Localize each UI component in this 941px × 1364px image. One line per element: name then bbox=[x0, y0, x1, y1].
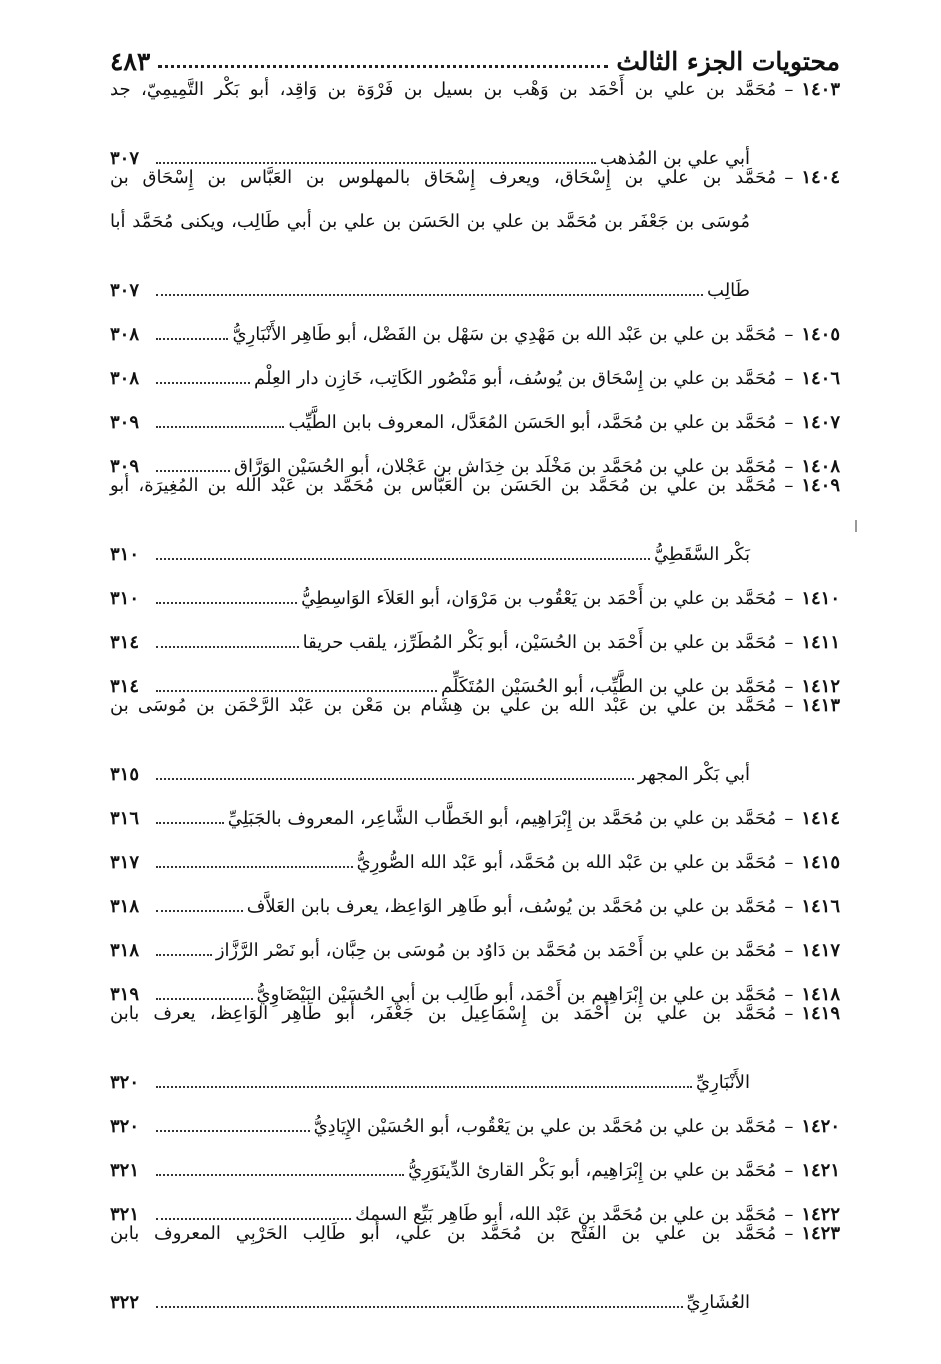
entry-number: ١٤١٦ bbox=[801, 896, 840, 917]
entry-title: مُحَمَّد بن علي بن أَحْمَد بن مُحَمَّد بن دَاوُد بن مُوسَى بن حِبَّان، أبو نَصْر الرَّزَّاز bbox=[215, 940, 777, 961]
entry-title: مُحَمَّد بن علي بن مُحَمَّد بن إِبْرَاهِيم، أبو الخَطَّاب الشَّاعِر، المعروف بالجَبَلِيِّ bbox=[227, 808, 777, 829]
toc-entry-line bbox=[110, 1004, 840, 1048]
page-number: ٤٨٣ bbox=[110, 47, 151, 76]
entry-title: مُوسَى بن جَعْفَر بن مُحَمَّد بن علي بن الحَسَن بن علي بن أبي طَالِب، ويكنى مُحَمَّد أبا bbox=[110, 211, 750, 232]
entry-dash: – bbox=[784, 896, 794, 917]
entry-page-number: ٣١٠ bbox=[110, 544, 140, 565]
entry-page-number: ٣٠٨ bbox=[110, 368, 140, 389]
toc-list bbox=[110, 80, 840, 1312]
toc-entry-line bbox=[110, 828, 840, 872]
toc-entry-line bbox=[110, 256, 840, 300]
margin-mark bbox=[855, 520, 857, 532]
leader-dots bbox=[156, 602, 297, 604]
toc-entry-line bbox=[110, 564, 840, 608]
toc-entry-line bbox=[110, 432, 840, 476]
leader-dots bbox=[156, 822, 224, 824]
entry-title: مُحَمَّد بن علي بن أَحْمَد بن الحُسَيْن، أبو بَكْر المُطَرِّز، يلقب حريقا bbox=[302, 632, 777, 653]
entry-number: ١٤١٣ bbox=[801, 695, 840, 716]
toc-entry-line bbox=[110, 1048, 840, 1092]
entry-title: مُحَمَّد بن علي بن أَحْمَد بن إِسْمَاعِيل بن جَعْفَر، أبو طَاهِر الوَاعِظ، يعرف بابن bbox=[110, 1003, 777, 1024]
entry-number: ١٤٠٦ bbox=[801, 368, 840, 389]
entry-page-number: ٣١٠ bbox=[110, 588, 140, 609]
toc-entry-line bbox=[110, 124, 840, 168]
entry-number: ١٤٢٣ bbox=[801, 1223, 840, 1244]
leader-dots bbox=[156, 294, 703, 296]
toc-entry-line bbox=[110, 740, 840, 784]
leader-dots bbox=[156, 998, 253, 1000]
entry-page-number: ٣٠٧ bbox=[110, 148, 140, 169]
entry-title: مُحَمَّد بن علي بن مُحَمَّد بن يُوسُف، أبو طَاهِر الوَاعِظ، يعرف بابن العَلاَّف bbox=[246, 896, 777, 917]
entry-title: مُحَمَّد بن علي بن مُحَمَّد، أبو الحَسَن المُعَدَّل، المعروف بابن الطَّيِّب bbox=[288, 412, 777, 433]
entry-dash: – bbox=[784, 1204, 794, 1225]
leader-dots bbox=[156, 954, 212, 956]
entry-number: ١٤٠٣ bbox=[801, 79, 840, 100]
toc-entry-line bbox=[110, 80, 840, 124]
toc-entry-line bbox=[110, 212, 840, 256]
entry-dash: – bbox=[784, 984, 794, 1005]
leader-dots bbox=[156, 690, 437, 692]
entry-title: طَالِب bbox=[707, 280, 750, 301]
entry-title: مُحَمَّد بن علي بن مُحَمَّد بن مَخْلَد بن خِدَاش بن عَجْلان، أبو الحُسَيْن الوَرَّاق bbox=[234, 456, 777, 477]
entry-title: مُحَمَّد بن علي بن الفَتْح بن مُحَمَّد بن علي، أبو طَالِب الحَرْبِي المعروف بابن bbox=[110, 1223, 777, 1244]
toc-entry-line bbox=[110, 608, 840, 652]
entry-title: مُحَمَّد بن علي بن عَبْد الله بن علي بن هِشَام بن مَعْن بن عَبْد الرَّحْمَن بن مُوسَى بن bbox=[110, 695, 777, 716]
entry-page-number: ٣٠٨ bbox=[110, 324, 140, 345]
entry-page-number: ٣٠٧ bbox=[110, 280, 140, 301]
toc-entry-line bbox=[110, 916, 840, 960]
entry-dash: – bbox=[784, 695, 794, 716]
entry-title: مُحَمَّد بن علي بن إِسْحَاق، ويعرف إِسْحَاق بالمهلوس بن العَبَّاس بن إِسْحَاق بن bbox=[110, 167, 777, 188]
entry-title: بَكْر السَّقَطِيُّ bbox=[653, 544, 750, 565]
entry-dash: – bbox=[784, 588, 794, 609]
header-leader-dots bbox=[158, 65, 608, 68]
toc-entry-line bbox=[110, 1092, 840, 1136]
leader-dots bbox=[156, 470, 230, 472]
leader-dots bbox=[156, 646, 299, 648]
entry-page-number: ٣٢٠ bbox=[110, 1116, 140, 1137]
running-title: محتويات الجزء الثالث bbox=[616, 47, 840, 76]
entry-dash: – bbox=[784, 1160, 794, 1181]
entry-page-number: ٣١٤ bbox=[110, 632, 140, 653]
entry-dash: – bbox=[784, 412, 794, 433]
leader-dots bbox=[156, 1130, 310, 1132]
entry-dash: – bbox=[784, 79, 794, 100]
toc-entry-line bbox=[110, 168, 840, 212]
entry-page-number: ٣٢٠ bbox=[110, 1072, 140, 1093]
entry-number: ١٤١٧ bbox=[801, 940, 840, 961]
entry-number: ١٤١٢ bbox=[801, 676, 840, 697]
entry-page-number: ٣١٤ bbox=[110, 676, 140, 697]
leader-dots bbox=[156, 1086, 692, 1088]
toc-entry-line bbox=[110, 388, 840, 432]
toc-entry-line bbox=[110, 1180, 840, 1224]
toc-entry-line bbox=[110, 696, 840, 740]
toc-entry-line bbox=[110, 872, 840, 916]
entry-number: ١٤١٤ bbox=[801, 808, 840, 829]
leader-dots bbox=[156, 910, 243, 912]
entry-title: مُحَمَّد بن علي بن مُحَمَّد بن عَبْد الله، أبو طَاهِر بَيِّع السمك bbox=[355, 1204, 777, 1225]
entry-title: العُشَارِيِّ bbox=[686, 1292, 750, 1313]
entry-title: مُحَمَّد بن علي بن مُحَمَّد بن الحَسَن بن العَبَّاس بن مُحَمَّد بن عَبْد الله بن المُغِيرَة، أبو bbox=[110, 475, 777, 496]
toc-entry-line bbox=[110, 1268, 840, 1312]
entry-title: مُحَمَّد بن علي بن إِسْحَاق بن يُوسُف، أبو مَنْصُور الكَاتِب، خَازِن دار العِلْم bbox=[254, 368, 777, 389]
toc-entry-line bbox=[110, 520, 840, 564]
entry-page-number: ٣١٧ bbox=[110, 852, 140, 873]
entry-page-number: ٣١٥ bbox=[110, 764, 140, 785]
entry-dash: – bbox=[784, 456, 794, 477]
leader-dots bbox=[156, 426, 284, 428]
entry-title: أبي علي بن المُذهب bbox=[599, 148, 750, 169]
entry-number: ١٤٢٢ bbox=[801, 1204, 840, 1225]
entry-dash: – bbox=[784, 1223, 794, 1244]
entry-number: ١٤٠٨ bbox=[801, 456, 840, 477]
entry-page-number: ٣٠٩ bbox=[110, 456, 140, 477]
entry-number: ١٤١٠ bbox=[801, 588, 840, 609]
entry-dash: – bbox=[784, 324, 794, 345]
entry-number: ١٤٢١ bbox=[801, 1160, 840, 1181]
entry-title: مُحَمَّد بن علي بن أَحْمَد بن وَهْب بن بسيل بن فَرْوَة بن وَاقِد، أبو بَكْر التَّمِيمِيّ، جد bbox=[110, 79, 777, 100]
entry-page-number: ٣١٨ bbox=[110, 940, 140, 961]
toc-entry-line bbox=[110, 344, 840, 388]
entry-number: ١٤١١ bbox=[801, 632, 840, 653]
entry-title: الأَنْبَارِيِّ bbox=[696, 1072, 750, 1093]
entry-page-number: ٣١٩ bbox=[110, 984, 140, 1005]
entry-title: مُحَمَّد بن علي بن عَبْد الله بن مَهْدِي بن سَهْل بن الفَضْل، أبو طَاهِر الأَنْبَارِيُّ bbox=[232, 324, 777, 345]
leader-dots bbox=[156, 1306, 683, 1308]
entry-dash: – bbox=[784, 1003, 794, 1024]
entry-number: ١٤٠٩ bbox=[801, 475, 840, 496]
entry-title: مُحَمَّد بن علي بن الطَّيِّب، أبو الحُسَيْن المُتَكَلِّم bbox=[441, 676, 777, 697]
entry-title: مُحَمَّد بن علي بن أَحْمَد بن يَعْقُوب بن مَرْوَان، أبو العَلاَء الوَاسِطِيُّ bbox=[301, 588, 777, 609]
entry-number: ١٤١٨ bbox=[801, 984, 840, 1005]
toc-entry-line bbox=[110, 1136, 840, 1180]
leader-dots bbox=[156, 338, 228, 340]
leader-dots bbox=[156, 778, 634, 780]
entry-number: ١٤١٩ bbox=[801, 1003, 840, 1024]
entry-title: مُحَمَّد بن علي بن مُحَمَّد بن علي بن يَعْقُوب، أبو الحُسَيْن الإِيَادِيُّ bbox=[313, 1116, 777, 1137]
entry-title: مُحَمَّد بن علي بن إِبْرَاهِيم، أبو بَكْر القارئ الدِّينَوَرِيُّ bbox=[408, 1160, 777, 1181]
toc-entry-line bbox=[110, 960, 840, 1004]
entry-title: مُحَمَّد بن علي بن عَبْد الله بن مُحَمَّد، أبو عَبْد الله الصُّورِيُّ bbox=[356, 852, 777, 873]
entry-dash: – bbox=[784, 475, 794, 496]
entry-number: ١٤١٥ bbox=[801, 852, 840, 873]
entry-dash: – bbox=[784, 632, 794, 653]
entry-page-number: ٣٢٢ bbox=[110, 1292, 140, 1313]
leader-dots bbox=[156, 1218, 351, 1220]
entry-number: ١٤٢٠ bbox=[801, 1116, 840, 1137]
leader-dots bbox=[156, 1174, 404, 1176]
entry-page-number: ٣١٨ bbox=[110, 896, 140, 917]
entry-dash: – bbox=[784, 368, 794, 389]
entry-page-number: ٣٢١ bbox=[110, 1204, 140, 1225]
entry-title: أبي بَكْر المجهر bbox=[637, 764, 750, 785]
leader-dots bbox=[156, 162, 596, 164]
entry-number: ١٤٠٧ bbox=[801, 412, 840, 433]
entry-dash: – bbox=[784, 852, 794, 873]
page-header bbox=[110, 30, 840, 76]
entry-dash: – bbox=[784, 940, 794, 961]
entry-number: ١٤٠٤ bbox=[801, 167, 840, 188]
entry-page-number: ٣٠٩ bbox=[110, 412, 140, 433]
toc-entry-line bbox=[110, 300, 840, 344]
entry-dash: – bbox=[784, 676, 794, 697]
toc-entry-line bbox=[110, 784, 840, 828]
entry-title: مُحَمَّد بن علي بن إِبْرَاهِيم بن أَحْمَد، أبو طَالِب بن أبي الحُسَيْن البَيْضَاوِيُّ bbox=[256, 984, 777, 1005]
entry-page-number: ٣٢١ bbox=[110, 1160, 140, 1181]
entry-dash: – bbox=[784, 167, 794, 188]
entry-number: ١٤٠٥ bbox=[801, 324, 840, 345]
entry-dash: – bbox=[784, 1116, 794, 1137]
toc-entry-line bbox=[110, 652, 840, 696]
leader-dots bbox=[156, 382, 250, 384]
entry-page-number: ٣١٦ bbox=[110, 808, 140, 829]
leader-dots bbox=[156, 866, 353, 868]
toc-entry-line bbox=[110, 1224, 840, 1268]
leader-dots bbox=[156, 558, 650, 560]
toc-entry-line bbox=[110, 476, 840, 520]
entry-dash: – bbox=[784, 808, 794, 829]
